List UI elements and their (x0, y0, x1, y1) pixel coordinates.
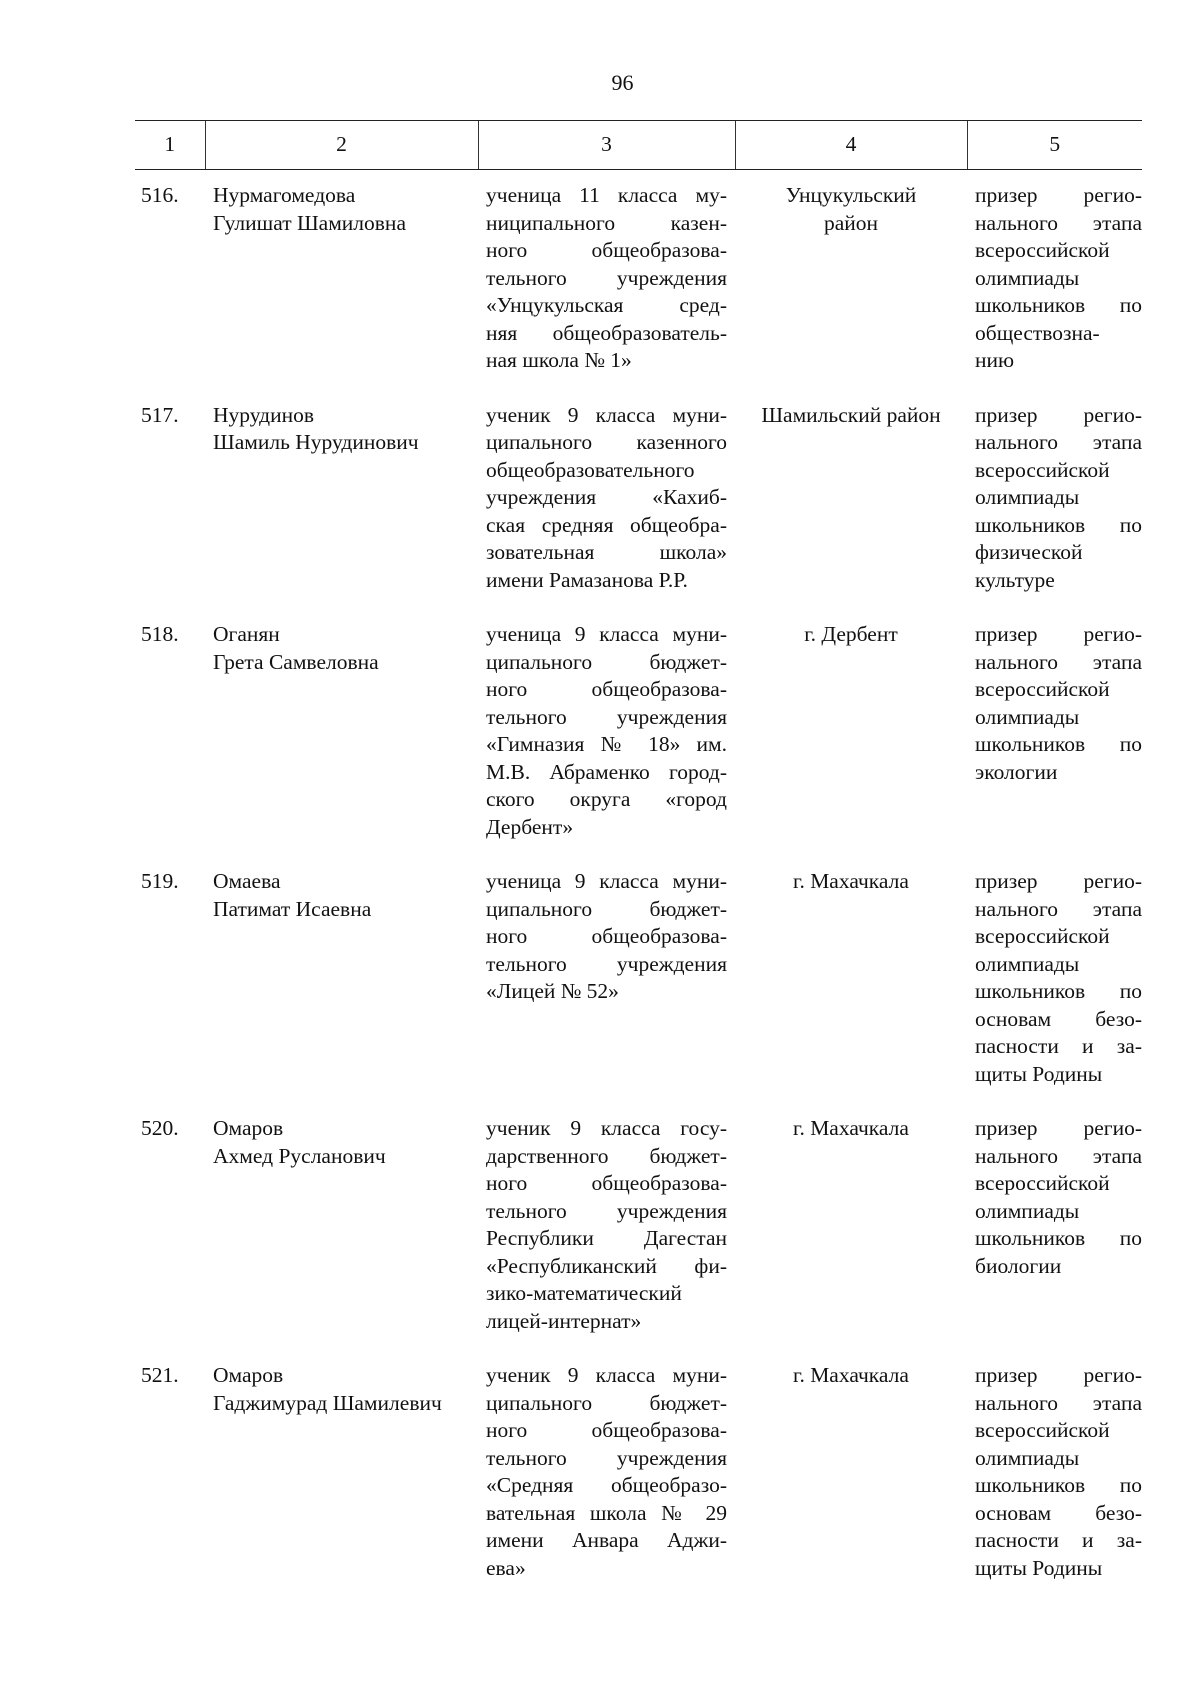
row-number: 518. (141, 622, 179, 646)
institution-description-line: зовательная школа» (486, 540, 727, 564)
locality-line: г. Махачкала (793, 1363, 909, 1387)
institution-description-line: тельного учреждения (486, 265, 727, 290)
award-description-line: олимпиады (975, 1445, 1080, 1470)
award-description-line: основам безо- (975, 1500, 1142, 1525)
award-description-line: нального этапа (975, 1390, 1142, 1415)
institution-description-line: Республики Дагестан (486, 1226, 727, 1250)
person-name-line: Гаджимурад Шамилевич (213, 1390, 442, 1415)
person-name (205, 1115, 478, 1362)
award-description-line: олимпиады (975, 1198, 1080, 1223)
person-name (205, 402, 478, 622)
award-description-line: школьников по (975, 293, 1142, 317)
table-row (135, 402, 1142, 622)
table-row (135, 170, 1142, 402)
award-description-line: нального этапа (975, 896, 1142, 921)
institution-description-line: зико-математический (486, 1281, 682, 1305)
column-header-3: 3 (478, 121, 735, 170)
table-body (135, 170, 1142, 1610)
locality (735, 868, 967, 1115)
column-header-1: 1 (135, 121, 205, 170)
person-name-line: Шамиль Нурудинович (213, 430, 419, 454)
award-description-line: физической (975, 540, 1083, 564)
award-description-line: щиты Родины (975, 1555, 1103, 1580)
institution-description (478, 1115, 735, 1362)
institution-description-line: ученица 9 класса муни- (486, 622, 727, 646)
institution-description-line: ного общеобразова- (486, 924, 727, 948)
institution-description-line: учреждения «Кахиб- (486, 485, 727, 509)
award-description-line: нального этапа (975, 210, 1142, 235)
award-description-line: всероссийской (975, 1171, 1110, 1195)
award-description-line: всероссийской (975, 1418, 1110, 1442)
institution-description-line: ципального бюджет- (486, 896, 727, 921)
award-description-line: обществозна- (975, 320, 1100, 345)
locality (735, 170, 967, 402)
institution-description-line: ученица 11 класса му- (486, 183, 727, 207)
person-name (205, 1362, 478, 1609)
institution-description-line: ская средняя общеобра- (486, 512, 727, 537)
institution-description-line: тельного учреждения (486, 1445, 727, 1470)
institution-description (478, 402, 735, 622)
institution-description-line: ученица 9 класса муни- (486, 869, 727, 893)
institution-description-line: ного общеобразова- (486, 1171, 727, 1195)
institution-description-line: ного общеобразова- (486, 1418, 727, 1442)
institution-description-line: дарственного бюджет- (486, 1143, 727, 1168)
award-description-line: призер регио- (975, 183, 1142, 207)
person-name-line: Гулишат Шамиловна (213, 210, 406, 235)
row-number: 521. (141, 1363, 179, 1387)
person-name-line: Нурмагомедова (213, 183, 356, 207)
award-description-line: олимпиады (975, 704, 1080, 729)
institution-description-line: ципального казенного (486, 430, 727, 454)
institution-description-line: ная школа № 1» (486, 348, 632, 372)
locality-line: г. Дербент (804, 622, 898, 646)
locality (735, 1115, 967, 1362)
award-description-line: призер регио- (975, 1363, 1142, 1387)
institution-description (478, 170, 735, 402)
institution-description-line: вательная школа № 29 (486, 1500, 727, 1525)
award-description-line: призер регио- (975, 869, 1142, 893)
award-description-line: всероссийской (975, 457, 1110, 482)
award-description-line: школьников по (975, 1473, 1142, 1497)
award-description-line: олимпиады (975, 485, 1080, 509)
institution-description-line: ципального бюджет- (486, 649, 727, 674)
locality-line: г. Махачкала (793, 1116, 909, 1140)
institution-description-line: тельного учреждения (486, 704, 727, 729)
locality (735, 402, 967, 622)
award-description-line: нию (975, 348, 1015, 372)
award-description-line: всероссийской (975, 677, 1110, 701)
locality-line: Унцукульский (785, 183, 917, 207)
award-description-line: основам безо- (975, 1006, 1142, 1031)
person-name-line: Патимат Исаевна (213, 896, 372, 921)
person-name (205, 868, 478, 1115)
table-header (135, 121, 1142, 170)
person-name-line: Грета Самвеловна (213, 649, 379, 674)
institution-description-line: ева» (486, 1555, 526, 1580)
award-description-line: школьников по (975, 1226, 1142, 1250)
award-description (967, 868, 1142, 1115)
person-name-line: Нурудинов (213, 402, 314, 427)
institution-description-line: общеобразовательного (486, 457, 695, 482)
row-number: 516. (141, 183, 179, 207)
institution-description-line: М.В. Абраменко город- (486, 759, 727, 784)
award-description-line: олимпиады (975, 265, 1080, 290)
institution-description-line: ского округа «город (486, 787, 727, 811)
award-description-line: призер регио- (975, 1116, 1142, 1140)
institution-description-line: няя общеобразователь- (486, 320, 727, 345)
person-name-line: Омаров (213, 1116, 284, 1140)
row-number: 519. (141, 869, 179, 893)
person-name-line: Омаров (213, 1363, 284, 1387)
institution-description-line: лицей-интернат» (486, 1308, 642, 1333)
person-name-line: Омаева (213, 869, 281, 893)
award-description-line: экологии (975, 759, 1058, 784)
table-row (135, 1115, 1142, 1362)
institution-description-line: «Республиканский фи- (486, 1253, 727, 1278)
column-header-2: 2 (205, 121, 478, 170)
column-header-4: 4 (735, 121, 967, 170)
page-number: 96 (611, 70, 634, 95)
institution-description-line: тельного учреждения (486, 951, 727, 976)
table-row (135, 621, 1142, 868)
award-description-line: школьников по (975, 512, 1142, 537)
institution-description-line: имени Анвара Аджи- (486, 1528, 727, 1552)
person-name (205, 170, 478, 402)
award-description (967, 1115, 1142, 1362)
institution-description-line: «Гимназия № 18» им. (486, 732, 727, 756)
institution-description-line: ного общеобразова- (486, 677, 727, 701)
award-description-line: нального этапа (975, 649, 1142, 674)
award-description (967, 1362, 1142, 1609)
institution-description-line: ученик 9 класса муни- (486, 402, 727, 427)
locality-line: г. Махачкала (793, 869, 909, 893)
institution-description-line: «Средняя общеобразо- (486, 1473, 727, 1497)
locality-line: Шамильский район (761, 402, 941, 427)
institution-description-line: ниципального казен- (486, 210, 727, 235)
award-description (967, 170, 1142, 402)
person-name-line: Ахмед Русланович (213, 1143, 386, 1168)
table-row (135, 1362, 1142, 1609)
award-description-line: биологии (975, 1253, 1062, 1278)
column-header-5: 5 (967, 121, 1142, 170)
institution-description-line: имени Рамазанова Р.Р. (486, 567, 688, 592)
award-description-line: культуре (975, 567, 1055, 592)
award-description-line: нального этапа (975, 430, 1142, 454)
award-description-line: призер регио- (975, 622, 1142, 646)
award-description-line: нального этапа (975, 1143, 1142, 1168)
award-description-line: щиты Родины (975, 1061, 1103, 1086)
locality (735, 621, 967, 868)
row-number: 517. (141, 402, 179, 427)
locality-line: район (823, 210, 879, 235)
award-description-line: школьников по (975, 732, 1142, 756)
institution-description (478, 621, 735, 868)
locality (735, 1362, 967, 1609)
institution-description-line: ученик 9 класса госу- (486, 1116, 727, 1140)
person-name-line: Оганян (213, 622, 280, 646)
person-name (205, 621, 478, 868)
institution-description-line: Дербент» (486, 814, 574, 839)
institution-description-line: тельного учреждения (486, 1198, 727, 1223)
awardees-table (135, 120, 1142, 1609)
award-description-line: всероссийской (975, 238, 1110, 262)
institution-description (478, 1362, 735, 1609)
award-description-line: призер регио- (975, 402, 1142, 427)
institution-description-line: «Унцукульская сред- (486, 293, 727, 317)
row-number: 520. (141, 1116, 179, 1140)
institution-description-line: ученик 9 класса муни- (486, 1363, 727, 1387)
award-description-line: пасности и за- (975, 1528, 1142, 1552)
table-row (135, 868, 1142, 1115)
award-description-line: всероссийской (975, 924, 1110, 948)
award-description-line: олимпиады (975, 951, 1080, 976)
institution-description (478, 868, 735, 1115)
institution-description-line: «Лицей № 52» (486, 979, 619, 1003)
award-description (967, 621, 1142, 868)
award-description-line: школьников по (975, 979, 1142, 1003)
institution-description-line: ного общеобразова- (486, 238, 727, 262)
header-row (135, 121, 1142, 170)
institution-description-line: ципального бюджет- (486, 1390, 727, 1415)
award-description-line: пасности и за- (975, 1034, 1142, 1058)
award-description (967, 402, 1142, 622)
